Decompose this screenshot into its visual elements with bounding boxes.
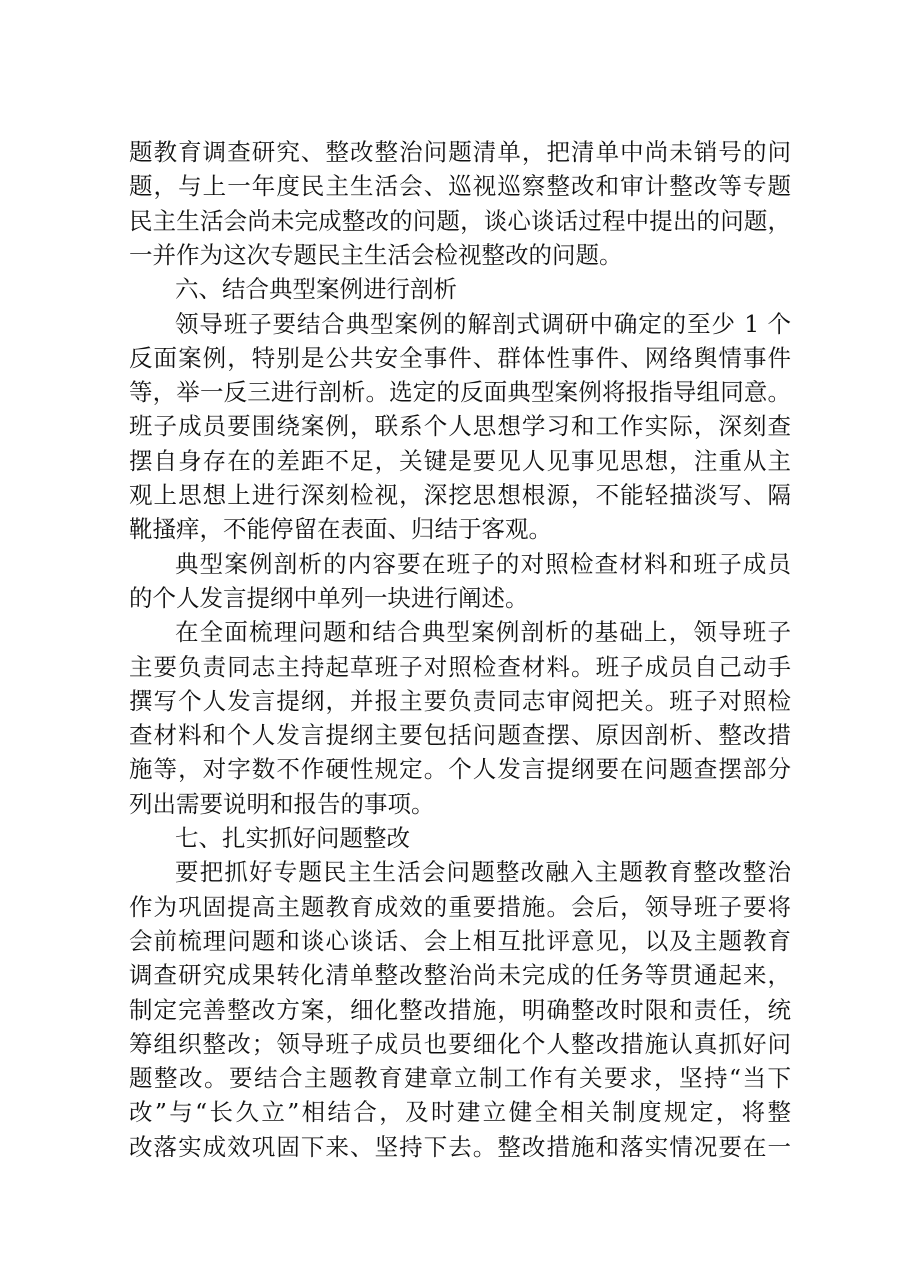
paragraph-line: 改”与“长久立”相结合，及时建立健全相关制度规定，将整 — [129, 1098, 791, 1127]
paragraph-line: 在全面梳理问题和结合典型案例剖析的基础上，领导班子 — [175, 618, 791, 647]
paragraph-line: 典型案例剖析的内容要在班子的对照检查材料和班子成员 — [175, 549, 791, 578]
paragraph-line: 题教育调查研究、整改整治问题清单，把清单中尚未销号的问 — [129, 138, 791, 166]
paragraph-line: 改落实成效巩固下来、坚持下去。整改措施和落实情况要在一 — [129, 1132, 791, 1161]
paragraph-line: 会前梳理问题和谈心谈话、会上相互批评意见，以及主题教育 — [129, 926, 791, 955]
paragraph-line: 班子成员要围绕案例，联系个人思想学习和工作实际，深刻查 — [129, 412, 791, 441]
paragraph-line: 等，举一反三进行剖析。选定的反面典型案例将报指导组同意。 — [129, 378, 791, 407]
paragraph-line: 题，与上一年度民主生活会、巡视巡察整改和审计整改等专题 — [129, 172, 791, 201]
section-heading: 七、扎实抓好问题整改 — [175, 824, 410, 852]
paragraph-line: 作为巩固提高主题教育成效的重要措施。会后，领导班子要将 — [129, 892, 791, 921]
paragraph-line: 题整改。要结合主题教育建章立制工作有关要求，坚持“当下 — [129, 1064, 791, 1093]
paragraph-line: 主要负责同志主持起草班子对照检查材料。班子成员自己动手 — [129, 652, 791, 681]
paragraph-line: 施等，对字数不作硬性规定。个人发言提纲要在问题查摆部分 — [129, 755, 791, 784]
paragraph-line: 反面案例，特别是公共安全事件、群体性事件、网络舆情事件 — [129, 343, 791, 372]
paragraph-line: 靴搔痒，不能停留在表面、归结于客观。 — [129, 515, 552, 544]
paragraph-line: 摆自身存在的差距不足，关键是要见人见事见思想，注重从主 — [129, 446, 791, 475]
section-heading: 六、结合典型案例进行剖析 — [175, 275, 457, 304]
paragraph-line: 领导班子要结合典型案例的解剖式调研中确定的至少 1 个 — [175, 309, 791, 338]
paragraph-line: 撰写个人发言提纲，并报主要负责同志审阅把关。班子对照检 — [129, 686, 791, 715]
paragraph-line: 要把抓好专题民主生活会问题整改融入主题教育整改整治 — [175, 858, 791, 887]
paragraph-line: 一并作为这次专题民主生活会检视整改的问题。 — [129, 240, 623, 269]
paragraph-line: 列出需要说明和报告的事项。 — [129, 789, 435, 818]
paragraph-line: 制定完善整改方案，细化整改措施，明确整改时限和责任，统 — [129, 995, 791, 1024]
paragraph-line: 的个人发言提纲中单列一块进行阐述。 — [129, 583, 529, 612]
paragraph-line: 调查研究成果转化清单整改整治尚未完成的任务等贯通起来， — [129, 961, 791, 990]
paragraph-line: 民主生活会尚未完成整改的问题，谈心谈话过程中提出的问题， — [129, 206, 791, 235]
paragraph-line: 查材料和个人发言提纲主要包括问题查摆、原因剖析、整改措 — [129, 721, 791, 750]
paragraph-line: 观上思想上进行深刻检视，深挖思想根源，不能轻描淡写、隔 — [129, 481, 791, 509]
paragraph-line: 筹组织整改；领导班子成员也要细化个人整改措施认真抓好问 — [129, 1029, 791, 1058]
